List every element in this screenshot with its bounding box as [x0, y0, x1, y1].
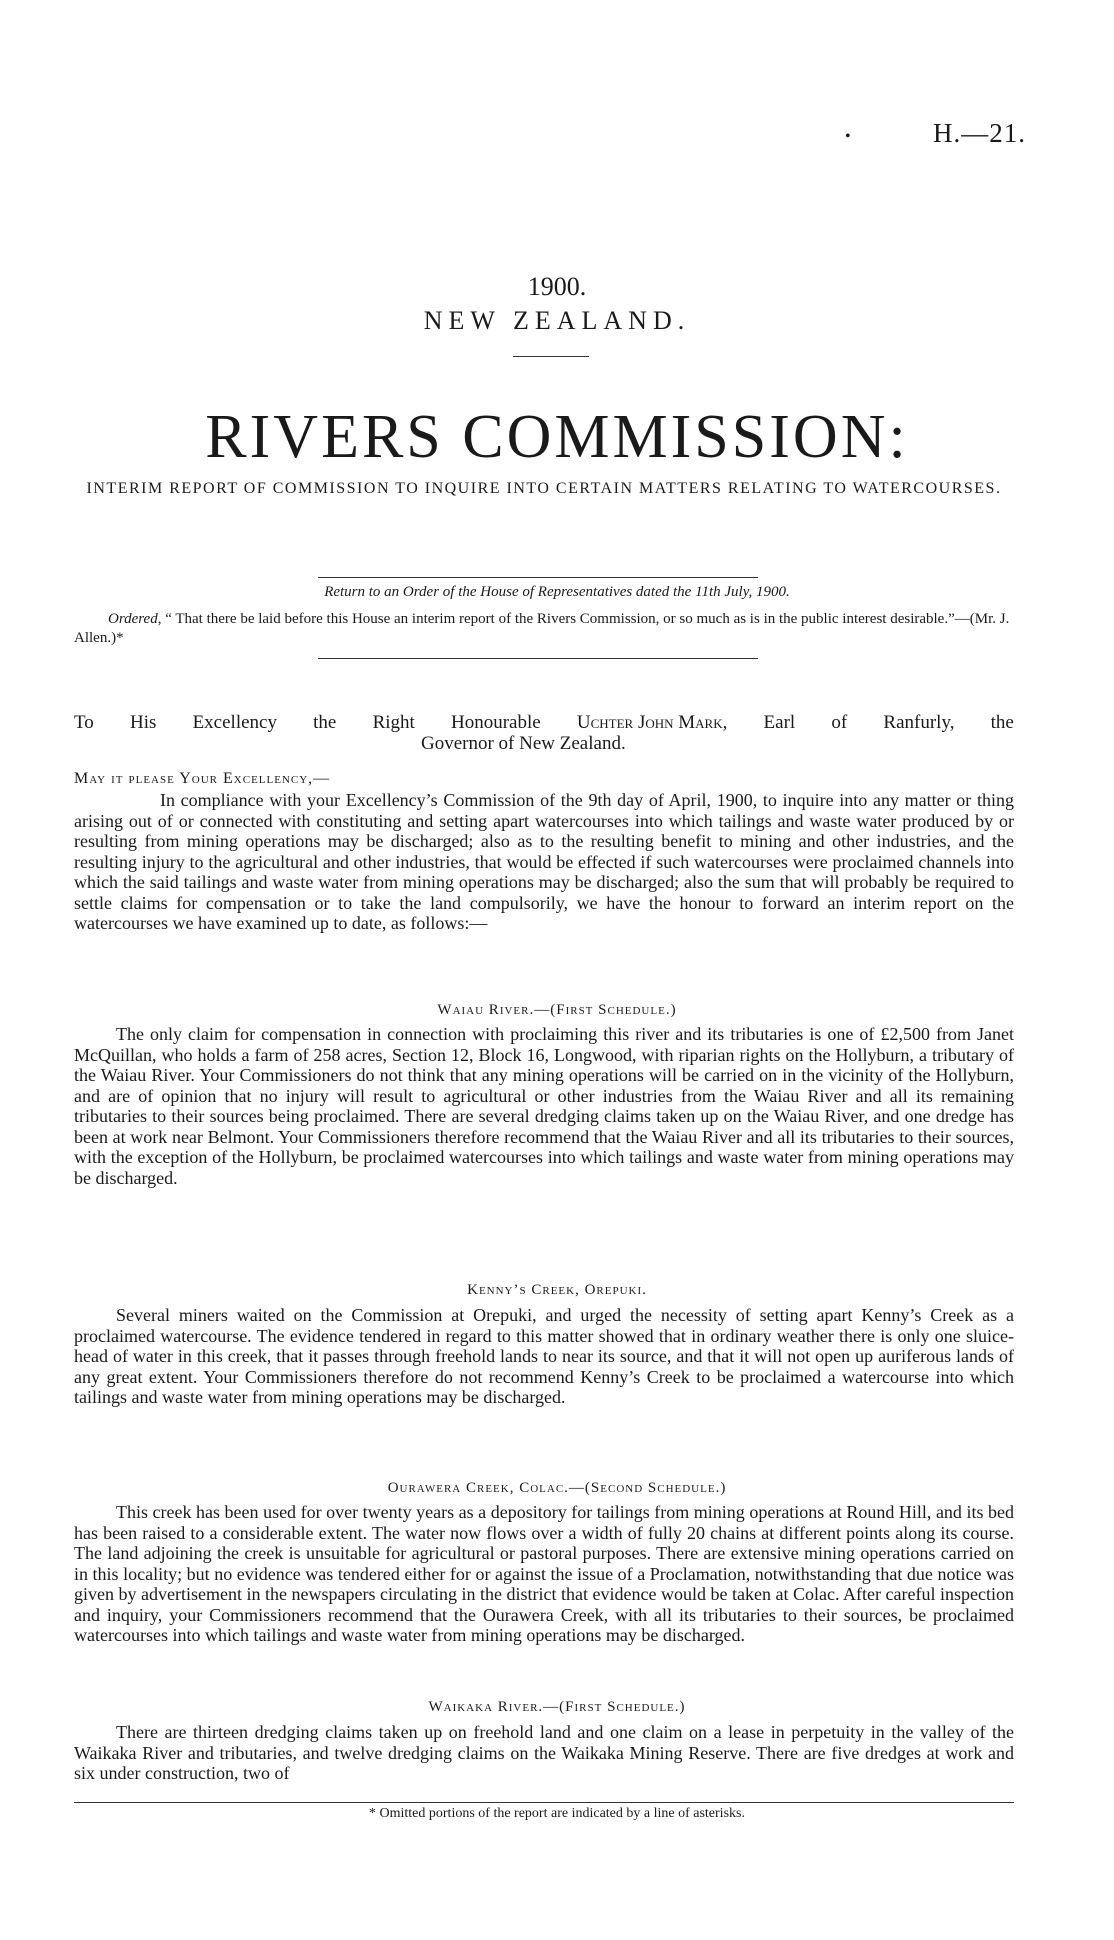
- addressee: [74, 712, 1014, 754]
- section-paragraph-kennys-creek: Several miners waited on the Commission at Orepuki, and urged the necessity of setting apart Kenny’s Creek as a proclaimed watercourse. The evidence tendered in regard to this matter showed that in ordinary weather there is only one sluice-head of water in this creek, that it passes through freehold lands to near its source, and that it will not open up auriferous lands of any great extent. Your Commissioners therefore do not recommend Kenny’s Creek to be proclaimed a watercourse into which tailings and waste water from mining operations may be discharged.: [74, 1305, 1014, 1407]
- addressee-word: Excellency: [192, 712, 277, 733]
- intro-paragraph: In compliance with your Excellency’s Commission of the 9th day of April, 1900, to inquire into any matter or thing arising out of or connected with constituting and setting apart watercourses into which tailings and waste water produced by or resulting from mining operations may be discharged; also as to the resulting benefit to mining and other industries, and the resulting injury to the agricultural and other industries, that would be effected if such watercourses were proclaimed channels into which the said tailings and waste water from mining operations may be discharged; also the sum that will probably be required to settle claims for compensation or to take the land compulsorily, we have the honour to forward an interim report on the watercourses we have examined up to date, as follows:—: [74, 790, 1014, 933]
- footnote: * Omitted portions of the report are indicated by a line of asterisks.: [369, 1806, 745, 1821]
- ordered-text: “ That there be laid before this House an interim report of the Rivers Commission, or so much as is in the public interest desirable.”—(Mr. J. Allen.)*: [74, 611, 1010, 646]
- report-year: 1900.: [527, 272, 587, 301]
- document-reference: H.—21.: [933, 118, 1026, 148]
- addressee-word: the: [990, 712, 1014, 733]
- addressee-word: Earl: [763, 712, 796, 733]
- salutation: May it please Your Excellency,—: [74, 770, 331, 787]
- section-heading-kennys-creek: Kenny’s Creek, Orepuki.: [467, 1282, 647, 1298]
- addressee-line-1: [74, 712, 1014, 733]
- divider-rule: [318, 577, 758, 578]
- addressee-word: Ranfurly,: [883, 712, 955, 733]
- margin-mark: •: [845, 128, 851, 145]
- page-title: RIVERS COMMISSION:: [205, 403, 909, 471]
- section-heading-waiau: Waiau River.—(First Schedule.): [437, 1002, 677, 1018]
- section-heading-ourawera: Ourawera Creek, Colac.—(Second Schedule.): [387, 1480, 727, 1496]
- addressee-line-2: Governor of New Zealand.: [421, 733, 626, 754]
- page-subtitle: INTERIM REPORT OF COMMISSION TO INQUIRE INTO CERTAIN MATTERS RELATING TO WATERCOURSES.: [86, 480, 1002, 497]
- addressee-word: Honourable: [450, 712, 541, 733]
- ordered-statement: [74, 610, 1014, 648]
- divider-rule: [318, 658, 758, 659]
- addressee-word: His: [129, 712, 157, 733]
- section-paragraph-ourawera: This creek has been used for over twenty years as a depository for tailings from mining operations at Round Hill, and its bed has been raised to a considerable extent. The water now flows over a width of fully 20 chains at different points along its course. The land adjoining the creek is unsuitable for agricultural or pastoral purposes. There are extensive mining operations carried on in this locality; but no evidence was tendered either for or against the issue of a Proclamation, notwithstanding that due notice was given by advertisement in the newspapers circulating in the district that evidence would be taken at Colac. After careful inspection and inquiry, your Commissioners recommend that the Ourawera Creek, with all its tributaries to their sources, be proclaimed watercourses into which tailings and waste water from mining operations may be discharged.: [74, 1502, 1014, 1645]
- section-paragraph-waikaka: There are thirteen dredging claims taken up on freehold land and one claim on a lease in perpetuity in the valley of the Waikaka River and tributaries, and twelve dredging claims on the Waikaka Mining Reserve. There are five dredges at work and six under construction, two of: [74, 1722, 1014, 1783]
- addressee-name: Uchter John Mark,: [576, 712, 728, 733]
- country-heading: NEW ZEALAND.: [423, 306, 691, 335]
- ordered-label: Ordered,: [108, 611, 162, 627]
- footnote-rule: [74, 1802, 1014, 1803]
- divider-rule: [513, 356, 589, 357]
- section-paragraph-waiau: The only claim for compensation in connection with proclaiming this river and its tributaries is one of £2,500 from Janet McQuillan, who holds a farm of 258 acres, Section 12, Block 16, Longwood, with riparian rights on the Hollyburn, a tributary of the Waiau River. Your Commissioners do not think that any mining operations will be carried on in the vicinity of the Hollyburn, and are of opinion that no injury will result to agricultural or other industries from the Waiau River and all its remaining tributaries to their sources being proclaimed. There are several dredging claims taken up on the Waiau River, and one dredge has been at work near Belmont. Your Commissioners therefore recommend that the Waiau River and all its tributaries to their sources, with the exception of the Hollyburn, be proclaimed watercourses into which tailings and waste water from mining operations may be discharged.: [74, 1024, 1014, 1188]
- addressee-word: Right: [372, 712, 415, 733]
- addressee-word: To: [74, 712, 94, 733]
- addressee-word: the: [313, 712, 337, 733]
- section-heading-waikaka: Waikaka River.—(First Schedule.): [428, 1699, 686, 1715]
- return-order-line: Return to an Order of the House of Representatives dated the 11th July, 1900.: [324, 584, 790, 600]
- addressee-word: of: [831, 712, 848, 733]
